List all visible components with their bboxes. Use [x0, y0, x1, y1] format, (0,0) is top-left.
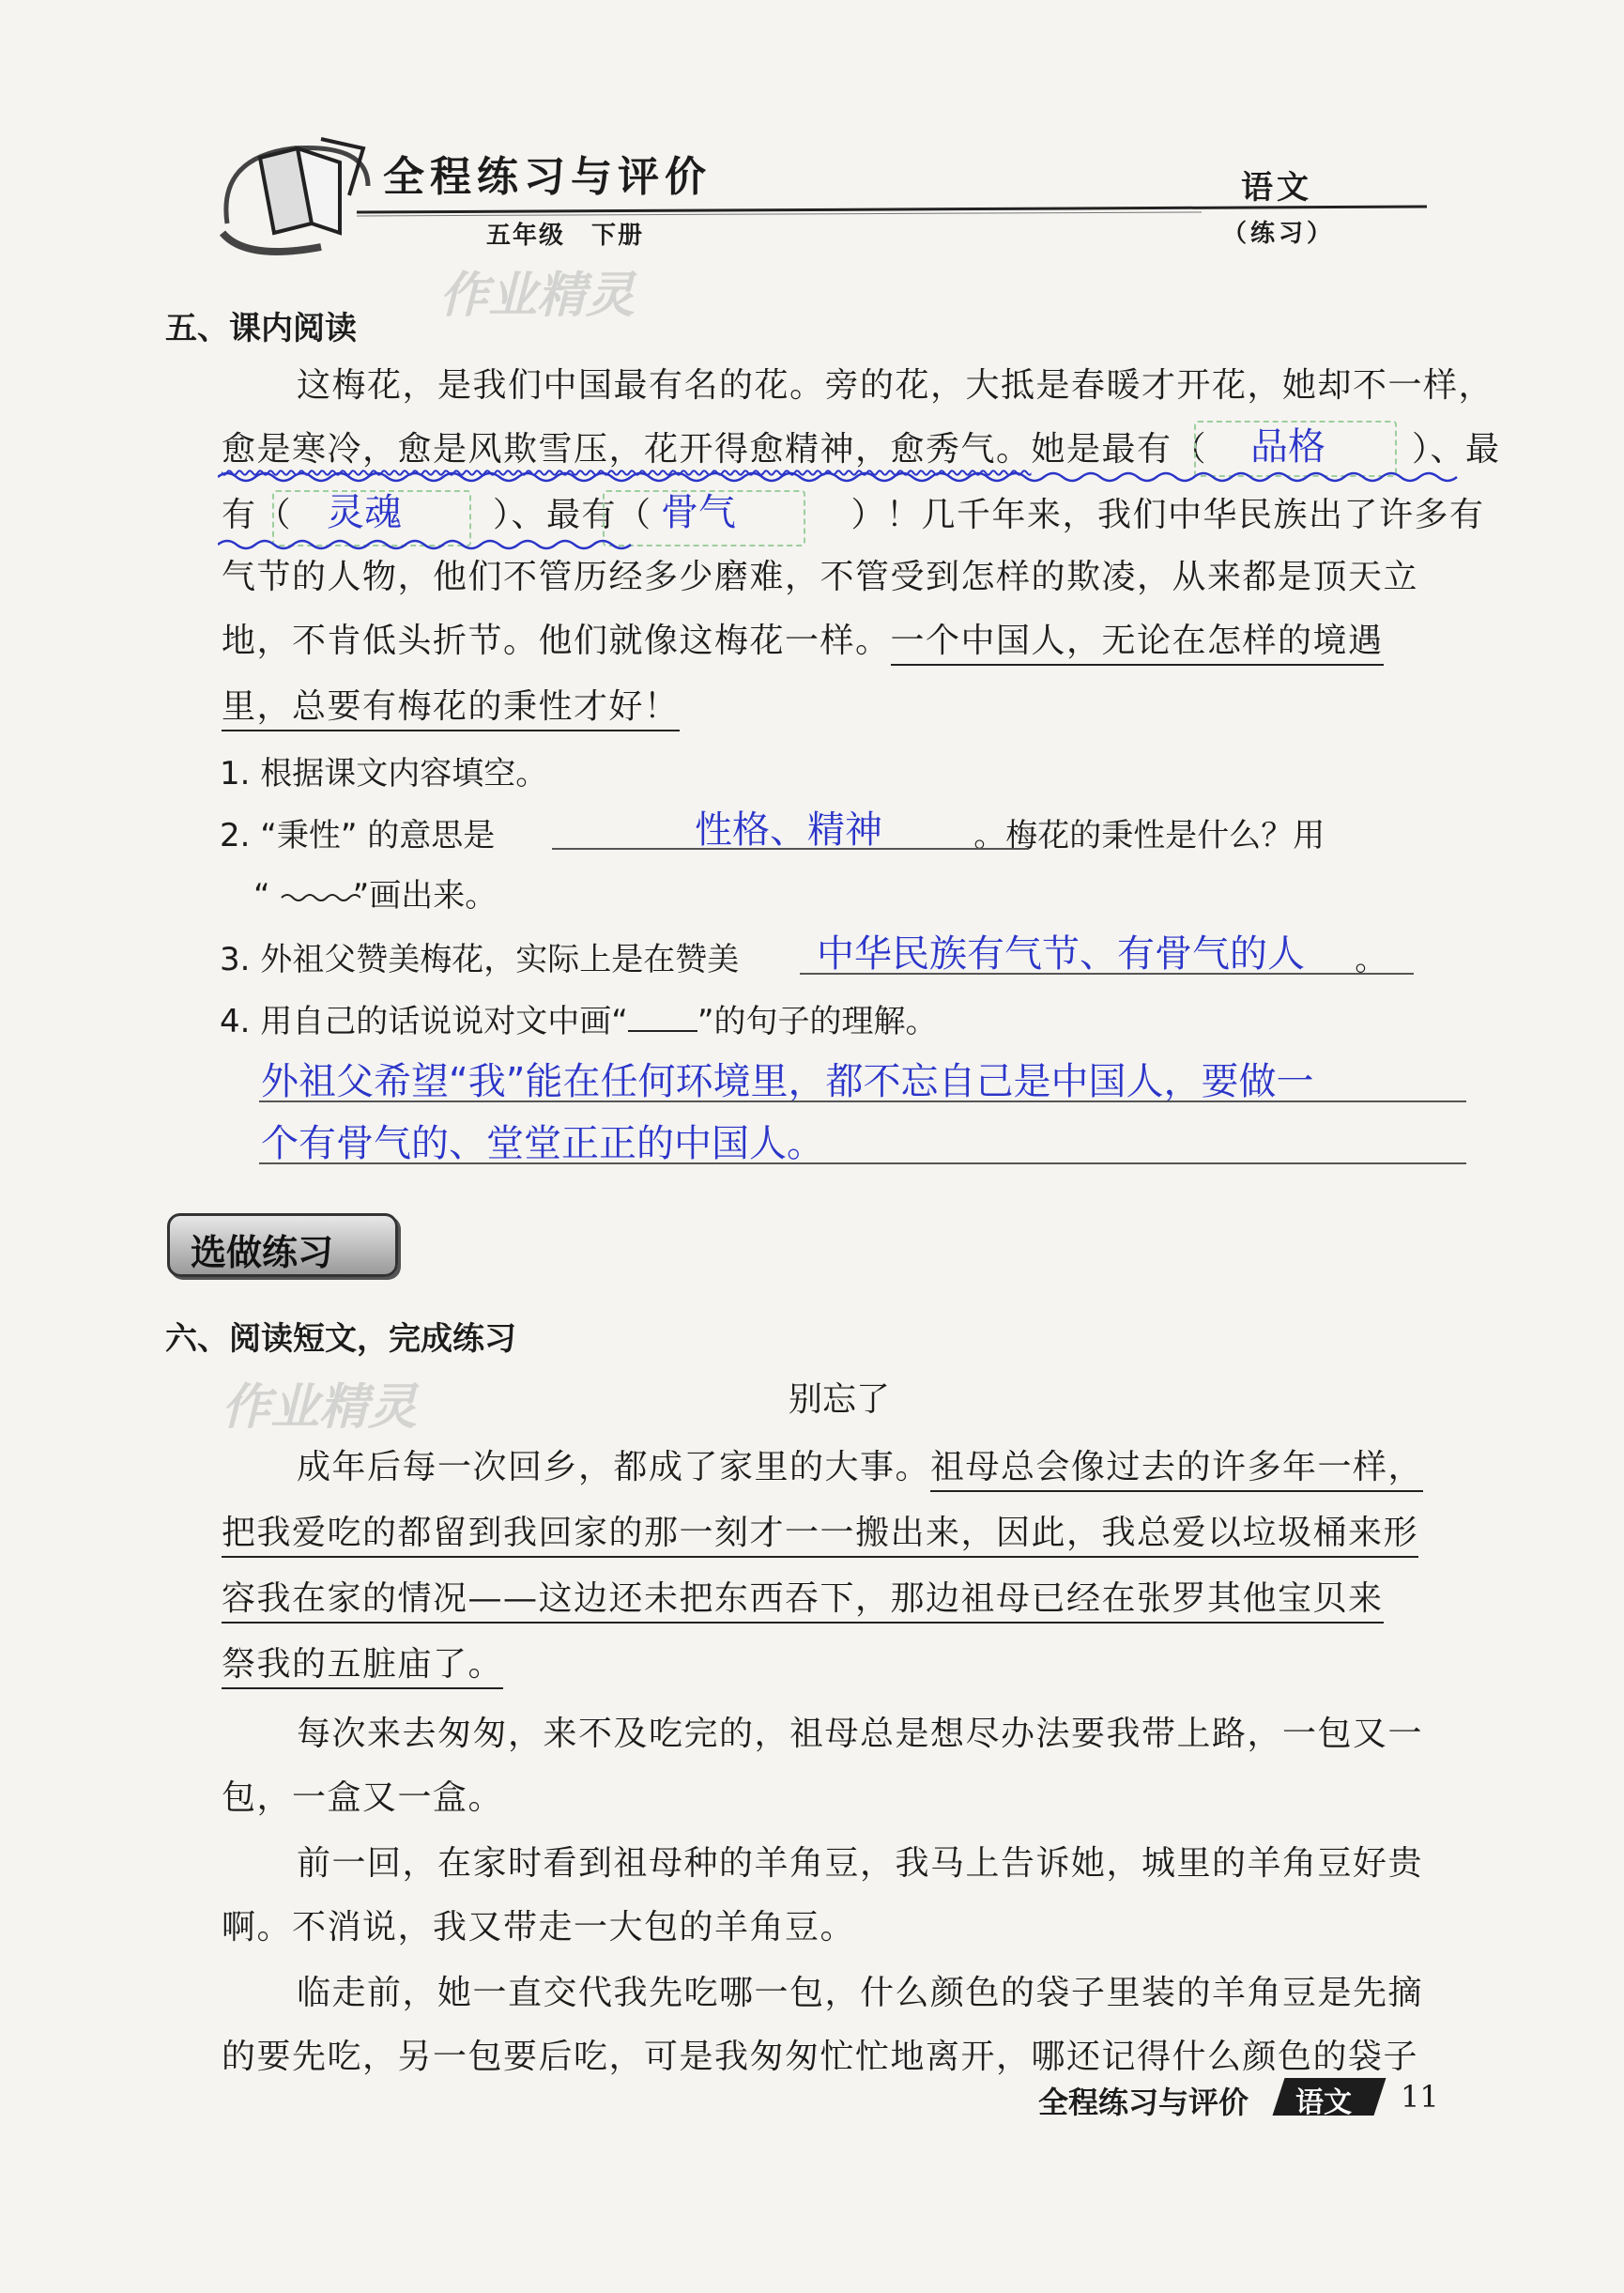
handwritten-answer: 外祖父希望“我”能在任何环境里，都不忘自己是中国人，要做一 — [261, 1060, 1314, 1103]
handwritten-answer: 个有骨气的、堂堂正正的中国人。 — [261, 1122, 824, 1165]
passage-text: ）！ — [850, 496, 922, 534]
story-line: 啊。不消说，我又带走一大包的羊角豆。 — [222, 1908, 856, 1947]
passage-text: ）、最 — [1412, 430, 1501, 469]
handwritten-answer: 骨气 — [661, 491, 736, 534]
passage-line: 这梅花，是我们中国最有名的花。旁的花，大抵是春暖才开花，她却不一样， — [297, 366, 1494, 405]
story-line — [222, 1572, 1384, 1620]
story-line — [222, 1638, 503, 1685]
passage-line — [222, 614, 1384, 662]
story-line: 临走前，她一直交代我先吃哪一包，什么颜色的袋子里装的羊角豆是先摘 — [297, 1974, 1424, 2012]
passage-text: 地，不肯低头折节。他们就像这梅花一样。 — [222, 622, 891, 660]
footer-subject-tag: 语文 — [1295, 2086, 1352, 2119]
handwritten-answer: 灵魂 — [327, 491, 402, 534]
watermark: 作业精灵 — [222, 1378, 418, 1436]
question-1: 1. 根据课文内容填空。 — [220, 755, 548, 793]
book-title: 全程练习与评价 — [383, 153, 712, 201]
story-line: 包，一盒又一盒。 — [222, 1778, 504, 1817]
answer-line — [259, 1162, 1466, 1164]
watermark: 作业精灵 — [439, 267, 636, 324]
section-heading: 六、阅读短文，完成练习 — [165, 1320, 516, 1358]
handwritten-answer: 性格、精神 — [695, 808, 882, 852]
story-line — [222, 1506, 1418, 1554]
grade-label: 五年级 下册 — [486, 222, 645, 250]
underlined-text: 里，总要有梅花的秉性才好！ — [222, 687, 680, 731]
story-line: 前一回，在家时看到祖母种的羊角豆，我马上告诉她，城里的羊角豆好贵 — [297, 1844, 1424, 1883]
underlined-text: 容我在家的情况——这边还未把东西吞下，那边祖母已经在张罗其他宝贝来 — [222, 1579, 1384, 1624]
passage-text: 几千年来，我们中华民族出了许多有 — [921, 496, 1485, 534]
underlined-text: 一个中国人，无论在怎样的境遇 — [891, 622, 1384, 666]
question-4: 4. 用自己的话说说对文中画“ ”的句子的理解。 — [220, 1003, 938, 1040]
wavy-underlined-text: 愈是寒冷，愈是风欺雪压，花开得愈精神，愈秀气。 — [222, 430, 1032, 469]
question-2: 2. “秉性” 的意思是 。梅花的秉性是什么？用 — [220, 817, 1325, 854]
page-number: 11 — [1401, 2079, 1439, 2115]
underlined-text: 祖母总会像过去的许多年一样， — [930, 1448, 1423, 1492]
subject-label: 语文 — [1241, 169, 1312, 207]
passage-line: 气节的人物，他们不管历经多少磨难，不管受到怎样的欺凌，从来都是顶天立 — [222, 558, 1419, 596]
footer-book-title: 全程练习与评价 — [1038, 2085, 1249, 2120]
section-heading: 五、课内阅读 — [165, 310, 357, 347]
story-line: 每次来去匆匆，来不及吃完的，祖母总是想尽办法要我带上路，一包又一 — [297, 1715, 1424, 1753]
wavy-underline — [218, 471, 1476, 556]
handwritten-answer: 中华民族有气节、有骨气的人 — [817, 932, 1305, 976]
subject-tag: （练习） — [1222, 220, 1336, 248]
wavy-line-sample — [280, 890, 360, 905]
passage-line — [222, 680, 680, 728]
question-2-cont: “ ”画出来。 — [253, 877, 498, 915]
handwritten-answer: 品格 — [1250, 425, 1325, 469]
question-3: 3. 外祖父赞美梅花，实际上是在赞美 。 — [220, 941, 1387, 978]
passage-text: 有（ — [222, 496, 293, 534]
story-title: 别忘了 — [789, 1380, 891, 1419]
passage-text: 她是最有（ — [1031, 430, 1208, 469]
book-logo-icon — [208, 120, 387, 261]
underlined-text: 祭我的五脏庙了。 — [222, 1645, 503, 1689]
optional-practice-badge: 选做练习 — [167, 1213, 398, 1277]
story-line: 的要先吃，另一包要后吃，可是我匆匆忙忙地离开，哪还记得什么颜色的袋子 — [222, 2038, 1419, 2076]
story-line: 成年后每一次回乡，都成了家里的大事。祖母总会像过去的许多年一样， — [297, 1440, 1423, 1488]
underlined-text: 把我爱吃的都留到我回家的那一刻才一一搬出来，因此，我总爱以垃圾桶来形 — [222, 1514, 1418, 1558]
answer-line — [259, 1100, 1466, 1102]
passage-text: ）、最有（ — [493, 496, 652, 534]
